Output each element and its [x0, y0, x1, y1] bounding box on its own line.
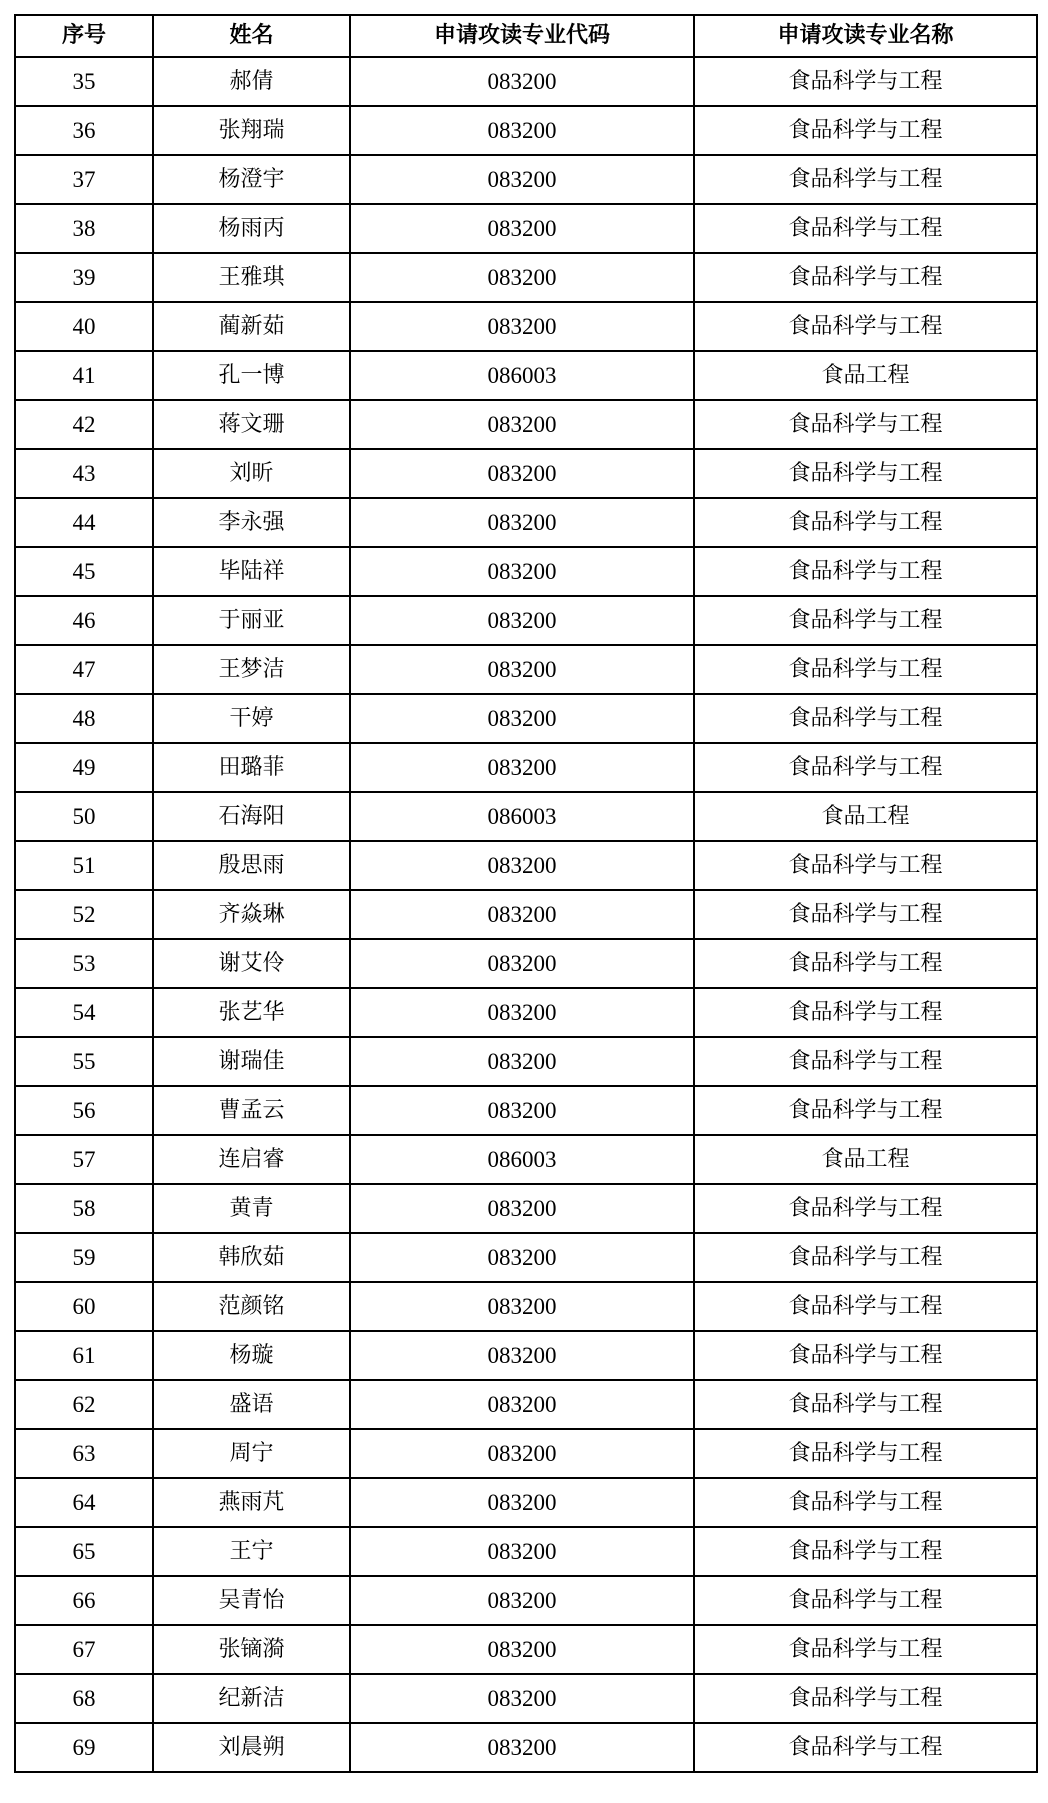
name-cell: 张镝漪	[153, 1625, 350, 1674]
header-row	[15, 15, 1037, 57]
major-code-cell: 083200	[350, 204, 694, 253]
major-name-cell: 食品科学与工程	[694, 890, 1037, 939]
serial-number-cell: 56	[15, 1086, 153, 1135]
serial-number-cell: 53	[15, 939, 153, 988]
major-name-cell: 食品工程	[694, 792, 1037, 841]
serial-number-cell: 52	[15, 890, 153, 939]
name-cell: 殷思雨	[153, 841, 350, 890]
major-code-cell: 083200	[350, 890, 694, 939]
header-major-code: 申请攻读专业代码	[350, 15, 694, 57]
name-cell: 田璐菲	[153, 743, 350, 792]
major-code-cell: 083200	[350, 939, 694, 988]
major-code-cell: 083200	[350, 1086, 694, 1135]
major-code-cell: 083200	[350, 253, 694, 302]
name-cell: 于丽亚	[153, 596, 350, 645]
table-row	[15, 694, 1037, 743]
serial-number-cell: 40	[15, 302, 153, 351]
table-body	[15, 57, 1037, 1772]
table-row	[15, 596, 1037, 645]
table-row	[15, 1478, 1037, 1527]
name-cell: 杨璇	[153, 1331, 350, 1380]
serial-number-cell: 63	[15, 1429, 153, 1478]
major-name-cell: 食品科学与工程	[694, 694, 1037, 743]
major-name-cell: 食品科学与工程	[694, 1625, 1037, 1674]
name-cell: 石海阳	[153, 792, 350, 841]
serial-number-cell: 68	[15, 1674, 153, 1723]
major-name-cell: 食品科学与工程	[694, 596, 1037, 645]
header-major-name: 申请攻读专业名称	[694, 15, 1037, 57]
serial-number-cell: 58	[15, 1184, 153, 1233]
major-code-cell: 083200	[350, 1625, 694, 1674]
name-cell: 齐焱琳	[153, 890, 350, 939]
major-name-cell: 食品科学与工程	[694, 1576, 1037, 1625]
serial-number-cell: 54	[15, 988, 153, 1037]
name-cell: 毕陆祥	[153, 547, 350, 596]
major-code-cell: 083200	[350, 1037, 694, 1086]
major-name-cell: 食品科学与工程	[694, 1037, 1037, 1086]
table-row	[15, 155, 1037, 204]
table-row	[15, 1331, 1037, 1380]
serial-number-cell: 65	[15, 1527, 153, 1576]
table-row	[15, 400, 1037, 449]
major-name-cell: 食品科学与工程	[694, 939, 1037, 988]
major-name-cell: 食品科学与工程	[694, 841, 1037, 890]
serial-number-cell: 67	[15, 1625, 153, 1674]
name-cell: 王梦洁	[153, 645, 350, 694]
name-cell: 干婷	[153, 694, 350, 743]
serial-number-cell: 42	[15, 400, 153, 449]
major-code-cell: 083200	[350, 547, 694, 596]
major-code-cell: 083200	[350, 743, 694, 792]
header-name: 姓名	[153, 15, 350, 57]
major-name-cell: 食品科学与工程	[694, 253, 1037, 302]
major-code-cell: 083200	[350, 645, 694, 694]
table-row	[15, 988, 1037, 1037]
major-code-cell: 083200	[350, 1331, 694, 1380]
serial-number-cell: 36	[15, 106, 153, 155]
name-cell: 刘昕	[153, 449, 350, 498]
major-code-cell: 083200	[350, 1674, 694, 1723]
name-cell: 王宁	[153, 1527, 350, 1576]
major-code-cell: 083200	[350, 1184, 694, 1233]
serial-number-cell: 44	[15, 498, 153, 547]
major-code-cell: 083200	[350, 988, 694, 1037]
table-row	[15, 1576, 1037, 1625]
table-row	[15, 1429, 1037, 1478]
name-cell: 黄青	[153, 1184, 350, 1233]
major-name-cell: 食品科学与工程	[694, 57, 1037, 106]
major-code-cell: 083200	[350, 106, 694, 155]
serial-number-cell: 41	[15, 351, 153, 400]
table-row	[15, 1380, 1037, 1429]
table-row	[15, 449, 1037, 498]
serial-number-cell: 43	[15, 449, 153, 498]
major-code-cell: 083200	[350, 1233, 694, 1282]
major-name-cell: 食品科学与工程	[694, 1429, 1037, 1478]
major-name-cell: 食品科学与工程	[694, 1478, 1037, 1527]
serial-number-cell: 35	[15, 57, 153, 106]
name-cell: 杨澄宇	[153, 155, 350, 204]
major-name-cell: 食品科学与工程	[694, 1527, 1037, 1576]
table-row	[15, 302, 1037, 351]
serial-number-cell: 45	[15, 547, 153, 596]
table-row	[15, 106, 1037, 155]
table-row	[15, 204, 1037, 253]
name-cell: 谢瑞佳	[153, 1037, 350, 1086]
serial-number-cell: 69	[15, 1723, 153, 1772]
serial-number-cell: 39	[15, 253, 153, 302]
name-cell: 连启睿	[153, 1135, 350, 1184]
major-code-cell: 083200	[350, 1282, 694, 1331]
table-row	[15, 1527, 1037, 1576]
name-cell: 杨雨丙	[153, 204, 350, 253]
major-code-cell: 083200	[350, 302, 694, 351]
table-row	[15, 1184, 1037, 1233]
name-cell: 孔一博	[153, 351, 350, 400]
major-code-cell: 086003	[350, 351, 694, 400]
major-name-cell: 食品科学与工程	[694, 1723, 1037, 1772]
table-row	[15, 890, 1037, 939]
major-code-cell: 083200	[350, 694, 694, 743]
name-cell: 王雅琪	[153, 253, 350, 302]
name-cell: 周宁	[153, 1429, 350, 1478]
name-cell: 吴青怡	[153, 1576, 350, 1625]
name-cell: 李永强	[153, 498, 350, 547]
major-code-cell: 083200	[350, 1478, 694, 1527]
table-row	[15, 841, 1037, 890]
serial-number-cell: 48	[15, 694, 153, 743]
major-name-cell: 食品科学与工程	[694, 1282, 1037, 1331]
major-code-cell: 083200	[350, 596, 694, 645]
major-name-cell: 食品科学与工程	[694, 988, 1037, 1037]
name-cell: 盛语	[153, 1380, 350, 1429]
major-code-cell: 083200	[350, 57, 694, 106]
name-cell: 张艺华	[153, 988, 350, 1037]
major-name-cell: 食品科学与工程	[694, 1086, 1037, 1135]
serial-number-cell: 49	[15, 743, 153, 792]
major-name-cell: 食品科学与工程	[694, 155, 1037, 204]
major-code-cell: 083200	[350, 400, 694, 449]
table-row	[15, 57, 1037, 106]
name-cell: 刘晨朔	[153, 1723, 350, 1772]
table-row	[15, 743, 1037, 792]
major-code-cell: 086003	[350, 1135, 694, 1184]
major-name-cell: 食品科学与工程	[694, 1380, 1037, 1429]
table-row	[15, 1674, 1037, 1723]
table-row	[15, 1233, 1037, 1282]
name-cell: 曹孟云	[153, 1086, 350, 1135]
table-row	[15, 939, 1037, 988]
table-row	[15, 1625, 1037, 1674]
table-row	[15, 645, 1037, 694]
name-cell: 范颜铭	[153, 1282, 350, 1331]
major-name-cell: 食品工程	[694, 1135, 1037, 1184]
major-name-cell: 食品科学与工程	[694, 645, 1037, 694]
name-cell: 张翔瑞	[153, 106, 350, 155]
admission-list-table	[14, 14, 1038, 1773]
table-row	[15, 792, 1037, 841]
major-code-cell: 083200	[350, 449, 694, 498]
table-header	[15, 15, 1037, 57]
serial-number-cell: 47	[15, 645, 153, 694]
name-cell: 谢艾伶	[153, 939, 350, 988]
table-row	[15, 498, 1037, 547]
table-row	[15, 253, 1037, 302]
name-cell: 郝倩	[153, 57, 350, 106]
major-name-cell: 食品科学与工程	[694, 547, 1037, 596]
serial-number-cell: 51	[15, 841, 153, 890]
serial-number-cell: 60	[15, 1282, 153, 1331]
header-serial-number: 序号	[15, 15, 153, 57]
name-cell: 蔺新茹	[153, 302, 350, 351]
serial-number-cell: 59	[15, 1233, 153, 1282]
major-name-cell: 食品科学与工程	[694, 1331, 1037, 1380]
serial-number-cell: 57	[15, 1135, 153, 1184]
table-row	[15, 1723, 1037, 1772]
major-code-cell: 083200	[350, 1723, 694, 1772]
major-name-cell: 食品工程	[694, 351, 1037, 400]
serial-number-cell: 37	[15, 155, 153, 204]
serial-number-cell: 66	[15, 1576, 153, 1625]
major-name-cell: 食品科学与工程	[694, 1674, 1037, 1723]
major-code-cell: 083200	[350, 155, 694, 204]
name-cell: 燕雨芃	[153, 1478, 350, 1527]
serial-number-cell: 46	[15, 596, 153, 645]
major-name-cell: 食品科学与工程	[694, 498, 1037, 547]
major-code-cell: 083200	[350, 1527, 694, 1576]
major-name-cell: 食品科学与工程	[694, 1184, 1037, 1233]
serial-number-cell: 64	[15, 1478, 153, 1527]
major-name-cell: 食品科学与工程	[694, 302, 1037, 351]
major-name-cell: 食品科学与工程	[694, 449, 1037, 498]
major-code-cell: 083200	[350, 841, 694, 890]
major-name-cell: 食品科学与工程	[694, 400, 1037, 449]
name-cell: 韩欣茹	[153, 1233, 350, 1282]
serial-number-cell: 50	[15, 792, 153, 841]
table-row	[15, 1135, 1037, 1184]
name-cell: 蒋文珊	[153, 400, 350, 449]
table-row	[15, 547, 1037, 596]
major-name-cell: 食品科学与工程	[694, 1233, 1037, 1282]
major-code-cell: 083200	[350, 1576, 694, 1625]
major-code-cell: 086003	[350, 792, 694, 841]
table-row	[15, 351, 1037, 400]
major-name-cell: 食品科学与工程	[694, 743, 1037, 792]
major-name-cell: 食品科学与工程	[694, 204, 1037, 253]
serial-number-cell: 62	[15, 1380, 153, 1429]
major-code-cell: 083200	[350, 1429, 694, 1478]
table-row	[15, 1282, 1037, 1331]
name-cell: 纪新洁	[153, 1674, 350, 1723]
serial-number-cell: 38	[15, 204, 153, 253]
table-row	[15, 1037, 1037, 1086]
major-code-cell: 083200	[350, 1380, 694, 1429]
serial-number-cell: 55	[15, 1037, 153, 1086]
major-name-cell: 食品科学与工程	[694, 106, 1037, 155]
serial-number-cell: 61	[15, 1331, 153, 1380]
major-code-cell: 083200	[350, 498, 694, 547]
table-row	[15, 1086, 1037, 1135]
admission-list-table-container	[14, 14, 1036, 1773]
